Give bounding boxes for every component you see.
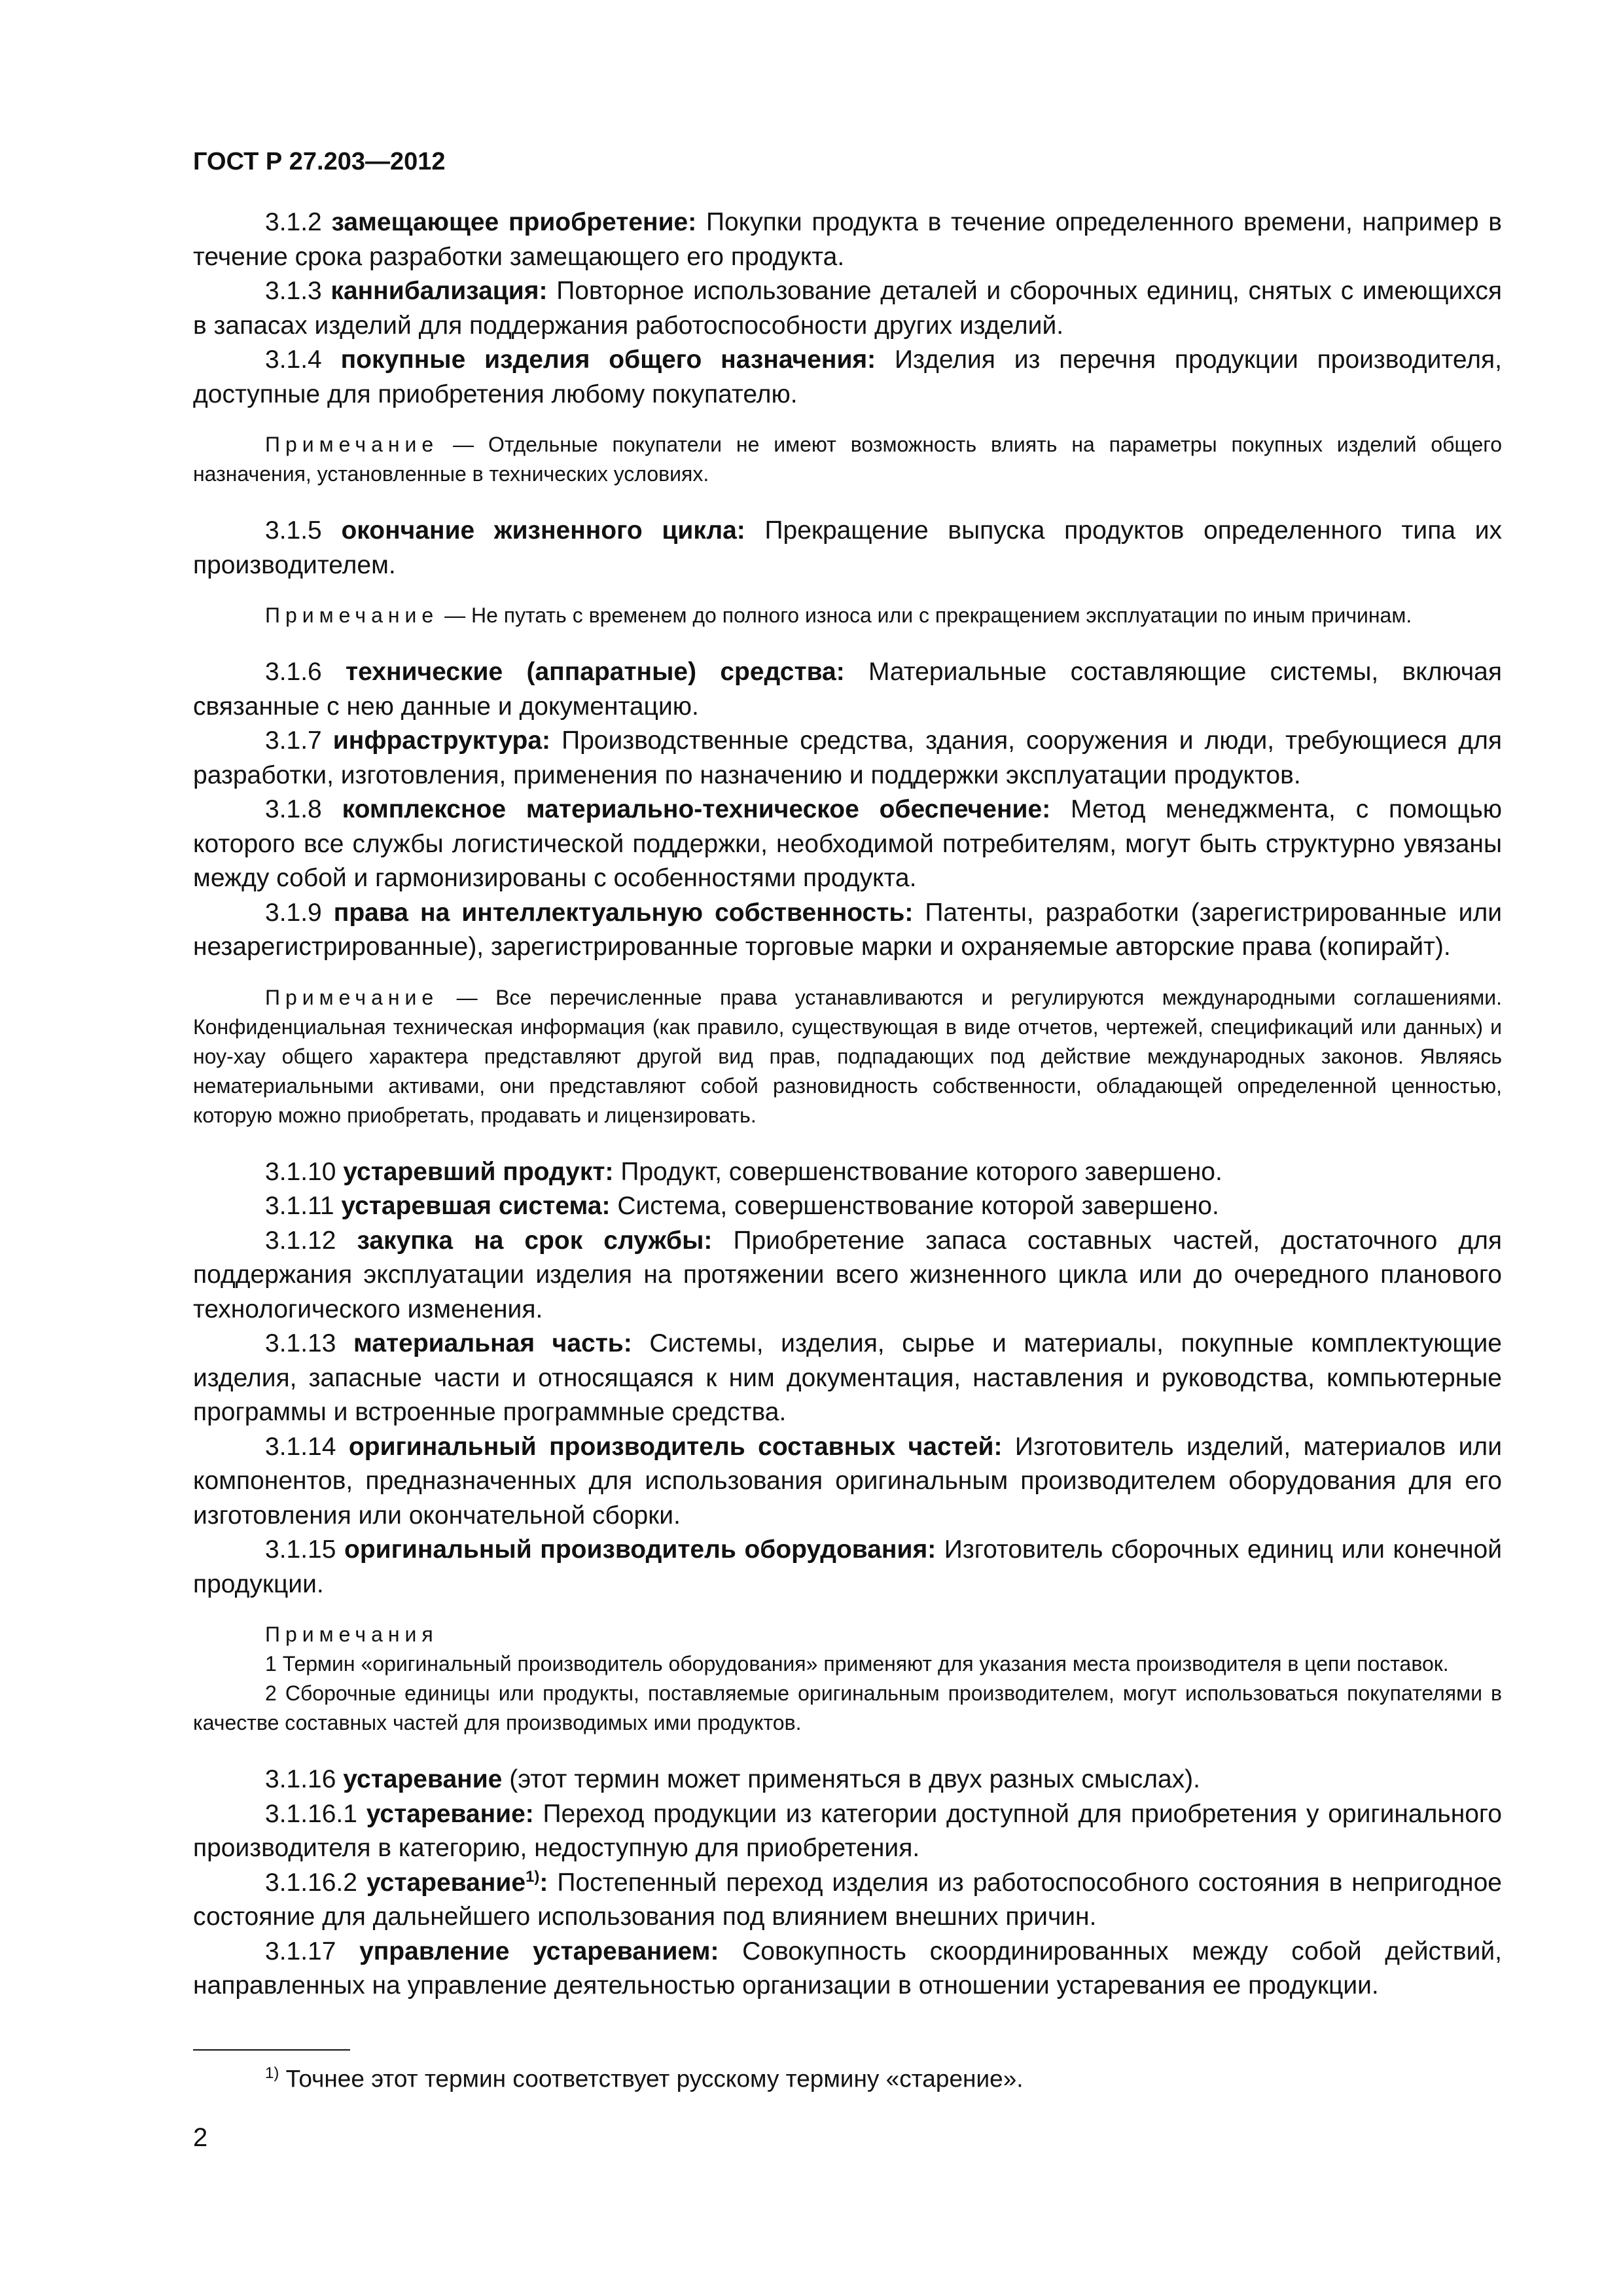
entry-number: 3.1.6	[265, 658, 322, 686]
entry-definition: Метод менеджмента, с помощью которого все службы логистической поддержки, необходимой потребителям, могут быть структурно увязаны между собой и гармонизированы с особенностями продукта.	[193, 795, 1503, 892]
notes-label: Примечания	[265, 1623, 438, 1646]
entry-3-1-12	[193, 1224, 1502, 1327]
entry-definition: Продукт, совершенствование которого завершено.	[620, 1157, 1222, 1186]
entry-term: замещающее приобретение:	[331, 208, 697, 236]
entry-3-1-16-1	[193, 1797, 1502, 1866]
note-item-1: 1 Термин «оригинальный производитель оборудования» применяют для указания места производителя в цепи поставок.	[265, 1652, 1449, 1676]
note-text: Не путать с временем до полного износа или с прекращением эксплуатации по иным причинам.	[471, 603, 1412, 627]
entry-number: 3.1.5	[265, 516, 322, 545]
entry-definition: Патенты, разработки (зарегистрированные или незарегистрированные), зарегистрированные торговые марки и охраняемые авторские права (копирайт).	[193, 898, 1502, 961]
entry-definition: Изготовитель сборочных единиц или конечной продукции.	[193, 1535, 1502, 1598]
entry-definition: Изделия из перечня продукции производителя, доступные для приобретения любому покупателю.	[193, 346, 1502, 408]
entry-term: закупка на срок службы:	[357, 1226, 713, 1255]
entry-number: 3.1.8	[265, 795, 322, 823]
note-3-1-4	[193, 430, 1502, 489]
page-number: 2	[193, 2123, 208, 2152]
note-text: Отдельные покупатели не имеют возможность влиять на параметры покупных изделий общего назначения, установленные в технических условиях.	[193, 433, 1503, 486]
entry-definition: Повторное использование деталей и сборочных единиц, снятых с имеющихся в запасах изделий для поддержания работоспособности других изделий.	[193, 277, 1502, 340]
entry-3-1-2	[193, 206, 1502, 274]
note-3-1-5	[193, 601, 1502, 630]
note-label: Примечание	[265, 433, 439, 456]
entry-3-1-11	[193, 1189, 1502, 1224]
entry-term: оригинальный производитель составных частей:	[348, 1432, 1003, 1461]
entry-number: 3.1.13	[265, 1329, 336, 1357]
entry-number: 3.1.2	[265, 208, 322, 236]
entry-term: технические (аппаратные) средства:	[346, 658, 845, 686]
entry-definition: Производственные средства, здания, сооружения и люди, требующиеся для разработки, изготовления, применения по назначению и поддержки эксплуатации продуктов.	[193, 726, 1502, 789]
entry-number: 3.1.16.1	[265, 1799, 357, 1828]
entry-number: 3.1.14	[265, 1432, 336, 1461]
footnote	[193, 2057, 1502, 2095]
note-3-1-9	[193, 983, 1502, 1130]
note-spacer	[193, 1738, 1502, 1763]
entry-term: права на интеллектуальную собственность:	[333, 898, 914, 927]
entry-term: управление устареванием:	[359, 1937, 719, 1965]
entry-term: каннибализация:	[330, 277, 548, 305]
entry-number: 3.1.15	[265, 1535, 336, 1564]
entry-term: окончание жизненного цикла:	[341, 516, 745, 545]
entry-3-1-3	[193, 274, 1502, 343]
note-dash: —	[438, 433, 488, 456]
entry-definition: Переход продукции из категории доступной для приобретения у оригинального производителя в категорию, недоступную для приобретения.	[193, 1799, 1502, 1862]
note-item-2: 2 Сборочные единицы или продукты, поставляемые оригинальным производителем, могут использоваться покупателями в качестве составных частей для производимых ими продуктов.	[193, 1681, 1502, 1734]
entry-3-1-13	[193, 1327, 1502, 1430]
footnote-mark: 1)	[265, 2064, 279, 2082]
entry-definition: Совокупность скоординированных между собой действий, направленных на управление деятельностью организации в отношении устаревания ее продукции.	[193, 1937, 1502, 2000]
standard-header: ГОСТ Р 27.203—2012	[193, 148, 446, 175]
entry-term: устаревание:	[366, 1799, 534, 1828]
footnote-divider	[193, 2049, 350, 2051]
entry-3-1-16-2	[193, 1866, 1502, 1935]
entry-3-1-4	[193, 343, 1502, 412]
footnote-text: Точнее этот термин соответствует русскому термину «старение».	[279, 2064, 1024, 2092]
entry-term: покупные изделия общего назначения:	[340, 346, 876, 374]
entry-3-1-16	[193, 1763, 1502, 1797]
entry-term: устаревание$^{1)}$:	[366, 1867, 548, 1897]
entry-number: 3.1.16	[265, 1765, 336, 1793]
entry-definition: Прекращение выпуска продуктов определенного типа их производителем.	[193, 516, 1502, 579]
entry-number: 3.1.16.2	[265, 1868, 357, 1897]
entry-definition: Изготовитель изделий, материалов или компонентов, предназначенных для использования оригинальным производителем оборудования для его изготовления или окончательной сборки.	[193, 1432, 1502, 1530]
entry-definition: (этот термин может применяться в двух разных смыслах).	[509, 1765, 1200, 1793]
entry-term: оригинальный производитель оборудования:	[344, 1535, 936, 1564]
entry-number: 3.1.7	[265, 726, 322, 755]
note-dash: —	[438, 603, 471, 627]
entry-3-1-15	[193, 1533, 1502, 1602]
entry-definition: Постепенный переход изделия из работоспособного состояния в непригодное состояние для дальнейшего использования под влиянием внешних причин.	[193, 1868, 1502, 1931]
entry-definition: Системы, изделия, сырье и материалы, покупные комплектующие изделия, запасные части и относящаяся к ним документация, наставления и руководства, компьютерные программы и встроенные программные средства.	[193, 1329, 1502, 1426]
entry-number: 3.1.9	[265, 898, 322, 927]
note-text: Все перечисленные права устанавливаются и регулируются международными соглашениями. Конфиденциальная техническая информация (как правило, существующая в виде отчетов, чертежей, спецификаций или данных) и ноу-хау общего характера представляют другой вид прав, подпадающих под действие международных законов. Являясь нематериальными активами, они представляют собой разновидность собственности, обладающей определенной ценностью, которую можно приобретать, продавать и лицензировать.	[193, 985, 1503, 1127]
entry-term: устаревший продукт:	[343, 1157, 614, 1186]
entry-term: комплексное материально-техническое обеспечение:	[342, 795, 1051, 823]
note-label: Примечание	[265, 985, 439, 1009]
entry-3-1-7	[193, 724, 1502, 793]
entry-number: 3.1.17	[265, 1937, 336, 1965]
entry-term: материальная часть:	[353, 1329, 632, 1357]
entry-definition: Материальные составляющие системы, включая связанные с нею данные и документацию.	[193, 658, 1502, 721]
entry-3-1-8	[193, 793, 1502, 896]
entry-term: устаревание	[343, 1765, 503, 1793]
entry-definition: Покупки продукта в течение определенного времени, например в течение срока разработки замещающего его продукта.	[193, 208, 1502, 271]
entry-term: инфраструктура:	[332, 726, 551, 755]
document-page	[193, 145, 1502, 2154]
entry-number: 3.1.12	[265, 1226, 336, 1255]
entry-number: 3.1.11	[265, 1192, 334, 1220]
entry-number: 3.1.10	[265, 1157, 336, 1186]
entry-3-1-17	[193, 1935, 1502, 2003]
entry-3-1-6	[193, 655, 1502, 724]
note-label: Примечание	[265, 603, 439, 627]
entry-3-1-14	[193, 1430, 1502, 1534]
entry-3-1-9	[193, 896, 1502, 965]
footnote-mark: 1)	[526, 1867, 540, 1886]
entry-definition: Приобретение запаса составных частей, достаточного для поддержания эксплуатации изделия на протяжении всего жизненного цикла или до очередного планового технологического изменения.	[193, 1226, 1502, 1323]
note-dash: —	[438, 985, 496, 1009]
entry-3-1-5	[193, 514, 1502, 583]
entry-number: 3.1.3	[265, 277, 322, 305]
entry-number: 3.1.4	[265, 346, 322, 374]
entry-3-1-10	[193, 1155, 1502, 1190]
notes-heading-3-1-15	[193, 1620, 1502, 1649]
entry-definition: Система, совершенствование которой завершено.	[617, 1192, 1219, 1220]
entry-term: устаревшая система:	[341, 1192, 611, 1220]
